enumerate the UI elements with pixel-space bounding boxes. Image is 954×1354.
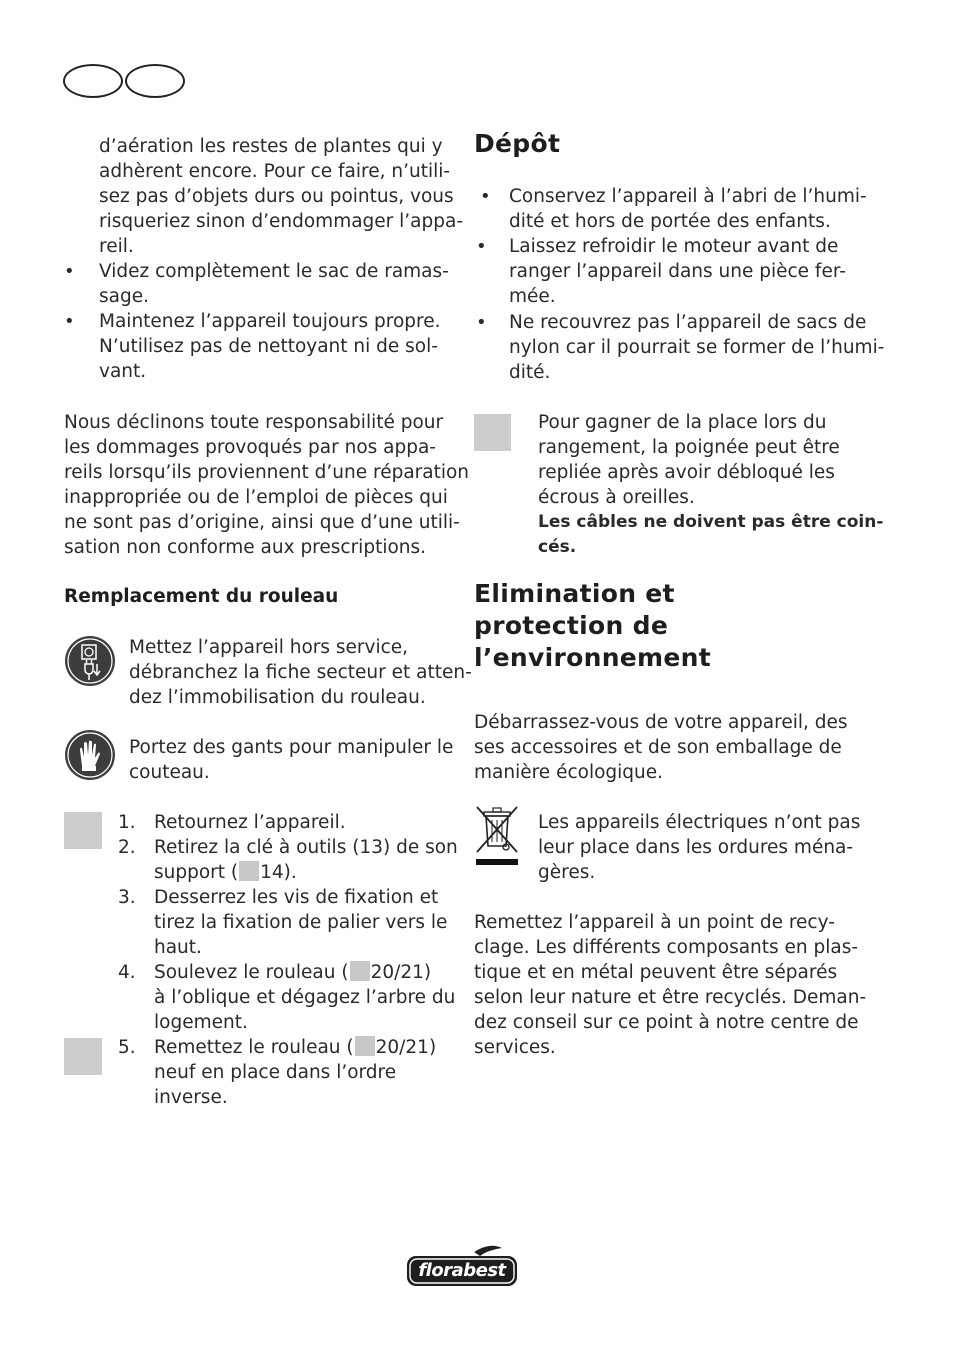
storage-bullet-1: Conservez l’appareil à l’abri de l’humi- dité et hors de portée des enfants. [509, 186, 867, 232]
weee-text: Les appareils électriques n’ont pas leur place dans les ordures ména- gères. [538, 812, 861, 883]
handle-fold-note: Pour gagner de la place lors du rangement, la poignée peut être repliée après avoir débloqué les écrous à oreilles. Les câbles ne doivent pas être coin- cés. [538, 412, 884, 557]
bullet: • [480, 186, 491, 207]
section-heading-disposal: Elimination et protection de l’environnement [474, 579, 711, 672]
language-oval-left [63, 64, 123, 98]
step-number: 2. [118, 837, 136, 858]
step-5: Remettez le rouleau ( 20/21) neuf en place dans l’ordre inverse. [154, 1037, 437, 1108]
step-number: 4. [118, 962, 136, 983]
figure-ref-box [239, 861, 259, 881]
section-heading-roller: Remplacement du rouleau [64, 586, 339, 607]
figure-ref-box [350, 961, 370, 981]
figure-reference-box [474, 414, 511, 451]
disposal-paragraph: Débarrassez-vous de votre appareil, des ses accessoires et de son emballage de manière écologique. [474, 712, 848, 783]
step-3: Desserrez les vis de fixation et tirez la fixation de palier vers le haut. [154, 887, 448, 958]
step-2: Retirez la clé à outils (13) de son support ( 14). [154, 837, 458, 883]
continued-text: d’aération les restes de plantes qui y adhèrent encore. Pour ce faire, n’utili- sez pas d’objets durs ou pointus, vous risqueriez sinon d’endommager l’appa- reil. [99, 136, 464, 257]
gloves-icon [65, 730, 115, 780]
bullet: • [476, 312, 487, 333]
figure-reference-box [64, 812, 102, 849]
storage-bullet-2: Laissez refroidir le moteur avant de ranger l’appareil dans une pièce fer- mée. [509, 236, 846, 307]
unplug-instruction: Mettez l’appareil hors service, débranchez la fiche secteur et atten- dez l’immobilisation du rouleau. [129, 637, 472, 708]
step-1: Retournez l’appareil. [154, 812, 346, 833]
weee-bin-icon [474, 804, 520, 866]
bullet-keep-clean: Maintenez l’appareil toujours propre. N’utilisez pas de nettoyant ni de sol- vant. [99, 311, 441, 382]
bullet: • [64, 311, 75, 332]
step-number: 3. [118, 887, 136, 908]
storage-bullet-3: Ne recouvrez pas l’appareil de sacs de nylon car il pourrait se former de l’humi- dité. [509, 312, 885, 383]
bullet-empty-bag: Videz complètement le sac de ramas- sage. [99, 261, 449, 307]
step-number: 1. [118, 812, 136, 833]
section-heading-storage: Dépôt [474, 129, 561, 158]
figure-ref-box [355, 1036, 375, 1056]
unplug-icon [65, 636, 115, 686]
liability-paragraph: Nous déclinons toute responsabilité pour les dommages provoqués par nos appa- reils lorsqu’ils proviennent d’une réparation inappropriée ou de l’emploi de pièces qui ne sont pas d’origine, ainsi que d’une utili- sation non conforme aux prescriptions. [64, 412, 470, 558]
language-oval-right [125, 64, 185, 98]
step-4: Soulevez le rouleau ( 20/21) à l’oblique et dégagez l’arbre du logement. [154, 962, 456, 1033]
step-number: 5. [118, 1037, 136, 1058]
bullet: • [64, 261, 75, 282]
gloves-instruction: Portez des gants pour manipuler le couteau. [129, 737, 454, 783]
florabest-logo: florabest [404, 1244, 520, 1288]
recycling-paragraph: Remettez l’appareil à un point de recy- clage. Les différents composants en plas- tique et en métal peuvent être séparés selon leur nature et être recyclés. Deman- dez conseil sur ce point à notre centre de services. [474, 912, 867, 1058]
bullet: • [476, 236, 487, 257]
figure-reference-box [64, 1038, 102, 1075]
